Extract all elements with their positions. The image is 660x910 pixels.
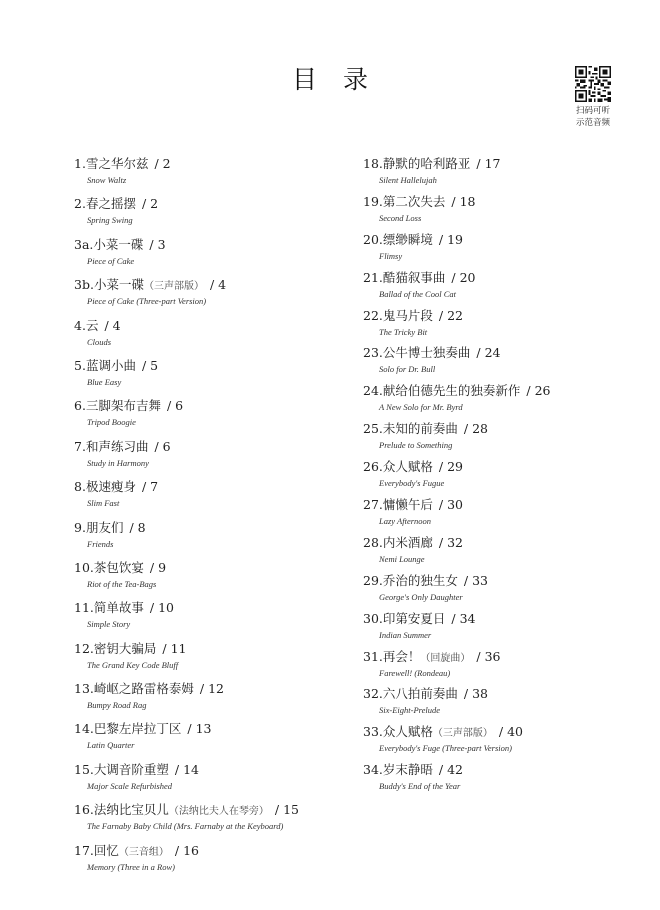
entry-title-line (363, 231, 551, 251)
entry-number: 20. (363, 231, 383, 247)
entry-title-line (74, 478, 299, 498)
entry-title-extra: （三音组） (118, 846, 169, 858)
entry-subtitle: Ballad of the Cool Cat (379, 288, 456, 299)
entry-page: / 11 (162, 640, 187, 656)
entry-page: / 4 (209, 277, 227, 293)
entry-page: / 5 (141, 357, 159, 373)
entry-page: / 17 (476, 156, 501, 171)
toc-entry[interactable] (74, 842, 299, 882)
entry-number: 29. (363, 572, 383, 588)
entry-title: 春之摇摆 (85, 196, 136, 212)
entry-subtitle: Indian Summer (379, 629, 432, 640)
entry-title: 回忆 (93, 842, 119, 858)
entry-title: 献给伯德先生的独奏新作 (382, 383, 521, 399)
entry-number: 21. (363, 269, 383, 285)
entry-page: / 13 (187, 721, 212, 737)
entry-title: 三脚架布吉舞 (85, 398, 161, 414)
entry-number: 6. (74, 398, 86, 414)
entry-title: 酷猫叙事曲 (382, 269, 446, 285)
entry-title: 公牛博士独奏曲 (382, 345, 471, 361)
toc-entry[interactable] (74, 478, 299, 518)
entry-subtitle: Piece of Cake (Three-part Version) (87, 296, 207, 307)
entry-number: 13. (74, 681, 94, 697)
qr-code-icon[interactable] (575, 66, 611, 102)
entry-title: 朋友们 (85, 519, 124, 535)
toc-entry[interactable] (74, 640, 299, 680)
entry-title-line (363, 610, 551, 630)
entry-title: 小菜一碟 (93, 236, 144, 252)
entry-page: / 33 (463, 572, 488, 588)
entry-title: 众人赋格 (382, 724, 433, 740)
entry-title: 简单故事 (93, 600, 144, 616)
entry-subtitle: Riot of the Tea-Bags (87, 578, 157, 589)
entry-title: 巴黎左岸拉丁区 (93, 721, 182, 737)
entry-number: 32. (363, 686, 383, 702)
toc-entry[interactable] (363, 307, 551, 345)
entry-title-line (363, 193, 551, 213)
entry-title: 六八拍前奏曲 (382, 686, 458, 702)
entry-title: 众人赋格 (382, 459, 433, 475)
entry-page: / 28 (463, 421, 488, 437)
entry-page: / 10 (149, 600, 174, 616)
entry-title-line (74, 842, 299, 862)
toc-entry[interactable] (74, 559, 299, 599)
entry-number: 12. (74, 640, 94, 656)
entry-title: 缥缈瞬境 (382, 231, 433, 247)
entry-number: 15. (74, 761, 94, 777)
entry-page: / 36 (476, 648, 501, 664)
entry-title: 密钥大骗局 (93, 640, 157, 656)
toc-entry[interactable] (363, 534, 551, 572)
entry-title-line (74, 195, 299, 215)
entry-number: 23. (363, 345, 383, 361)
entry-title-line (74, 761, 299, 781)
entry-subtitle: Study in Harmony (87, 457, 149, 468)
entry-subtitle: Six-Eight-Prelude (379, 705, 441, 716)
entry-title: 和声练习曲 (85, 438, 149, 454)
entry-page: / 18 (451, 193, 476, 209)
entry-title: 大调音阶重塑 (93, 761, 169, 777)
entry-page: / 24 (476, 345, 501, 361)
entry-page: / 22 (438, 307, 463, 323)
entry-title: 静默的哈利路亚 (382, 156, 471, 171)
entry-page: / 6 (154, 438, 171, 454)
entry-subtitle: Clouds (87, 336, 112, 347)
entry-page: / 14 (174, 761, 199, 777)
toc-entry[interactable] (363, 572, 551, 610)
entry-title: 印第安夏日 (382, 610, 446, 626)
toc-entry[interactable] (363, 648, 551, 686)
entry-subtitle: Major Scale Refurbished (87, 780, 172, 791)
entry-number: 11. (74, 600, 94, 616)
entry-number: 18. (363, 156, 383, 171)
entry-title-line (363, 155, 551, 175)
entry-title: 小菜一碟 (93, 277, 144, 293)
entry-title-line (74, 640, 299, 660)
entry-number: 25. (363, 421, 383, 437)
entry-title: 法纳比宝贝儿 (93, 802, 169, 818)
toc-entry[interactable] (74, 438, 299, 478)
entry-title: 慵懒午后 (382, 497, 433, 513)
entry-number: 3b. (74, 277, 94, 293)
entry-title-line (363, 269, 551, 289)
entry-title-line (74, 397, 299, 417)
entry-page: / 6 (166, 398, 184, 414)
entry-page: / 29 (438, 459, 463, 475)
entry-page: / 3 (149, 236, 166, 252)
entry-subtitle: George's Only Daughter (379, 591, 463, 602)
entry-title: 再会！ (382, 648, 421, 664)
entry-title-line (74, 801, 299, 821)
entry-subtitle: The Farnaby Baby Child (Mrs. Farnaby at the Keyboard) (87, 821, 284, 832)
entry-page: / 4 (104, 317, 121, 333)
entry-number: 19. (363, 193, 383, 209)
entry-subtitle: A New Solo for Mr. Byrd (379, 402, 463, 413)
toc-entry[interactable] (363, 761, 551, 799)
entry-number: 24. (363, 383, 383, 399)
entry-title-line (74, 559, 299, 579)
entry-number: 28. (363, 534, 383, 550)
entry-subtitle: Flimsy (379, 250, 403, 261)
toc-entry[interactable] (74, 236, 299, 276)
entry-title-line (74, 276, 299, 296)
entry-number: 31. (363, 648, 383, 664)
entry-title-line (363, 534, 551, 554)
entry-page: / 15 (274, 802, 299, 818)
entry-title: 岁末静晤 (382, 762, 433, 778)
entry-subtitle: Nemi Lounge (379, 553, 425, 564)
toc-entry[interactable] (74, 599, 299, 639)
entry-title-line (363, 420, 551, 440)
entry-number: 30. (363, 610, 383, 626)
entry-title-line (363, 761, 551, 781)
entry-subtitle: Bumpy Road Rag (87, 700, 147, 711)
toc-entry[interactable] (74, 801, 299, 841)
entry-page: / 38 (463, 686, 488, 702)
qr-code-block (568, 66, 618, 129)
entry-number: 16. (74, 802, 94, 818)
entry-title-extra: （三声部版） (143, 281, 204, 293)
toc-entry[interactable] (74, 397, 299, 437)
page-title: 目录 (291, 65, 394, 94)
entry-number: 1. (74, 156, 86, 171)
entry-title: 蓝调小曲 (85, 357, 136, 373)
entry-title: 未知的前奏曲 (382, 421, 458, 437)
entry-title-line (363, 648, 551, 668)
entry-number: 7. (74, 438, 86, 454)
qr-caption-line2: 示范音频 (575, 118, 610, 128)
entry-subtitle: Everybody's Fuge (Three-part Version) (379, 743, 512, 754)
entry-title-line (74, 357, 299, 377)
entry-page: / 9 (149, 559, 167, 575)
entry-title: 极速瘦身 (85, 479, 136, 495)
toc-entry[interactable] (74, 155, 299, 195)
entry-title-line (363, 685, 551, 705)
toc-entry[interactable] (363, 685, 551, 723)
entry-title-line (363, 572, 551, 592)
entry-title-line (74, 599, 299, 619)
entry-number: 4. (74, 317, 86, 333)
toc-entry[interactable] (363, 458, 551, 496)
entry-page: / 8 (129, 519, 146, 535)
entry-number: 33. (363, 724, 383, 740)
entry-number: 3a. (74, 236, 94, 252)
toc-entry[interactable] (363, 269, 551, 307)
toc-entry[interactable] (363, 344, 551, 382)
entry-title: 第二次失去 (382, 193, 446, 209)
entry-number: 5. (74, 357, 86, 373)
entry-subtitle: Farewell! (Rondeau) (379, 667, 451, 678)
entry-page: / 26 (526, 383, 551, 399)
entry-title-line (74, 317, 299, 337)
entry-page: / 2 (141, 196, 159, 212)
entry-title-line (363, 458, 551, 478)
entry-subtitle: Piece of Cake (87, 255, 135, 266)
entry-subtitle: Buddy's End of the Year (379, 781, 461, 792)
entry-number: 22. (363, 307, 383, 323)
entry-number: 17. (74, 842, 94, 858)
toc-entry[interactable] (363, 155, 551, 193)
entry-subtitle: Snow Waltz (87, 175, 127, 185)
entry-title: 雪之华尔兹 (85, 156, 149, 171)
toc-entry[interactable] (363, 496, 551, 534)
entry-title: 云 (85, 317, 99, 333)
entry-number: 26. (363, 459, 383, 475)
entry-subtitle: Simple Story (87, 619, 131, 630)
entry-page: / 12 (199, 681, 224, 697)
entry-page: / 20 (451, 269, 476, 285)
entry-page: / 16 (174, 842, 199, 858)
entry-subtitle: Prelude to Something (379, 440, 453, 451)
qr-caption-line1: 扫码可听 (575, 106, 610, 116)
toc-entry[interactable] (363, 193, 551, 231)
entry-title-line (363, 723, 551, 743)
entry-subtitle: Spring Swing (87, 215, 133, 226)
toc-entry[interactable] (74, 761, 299, 801)
toc-entry[interactable] (74, 519, 299, 559)
entry-title-extra: （三声部版） (432, 728, 493, 740)
entry-subtitle: Friends (87, 538, 114, 549)
entry-page: / 2 (154, 156, 171, 171)
entry-title: 崎岖之路雷格泰姆 (93, 681, 194, 697)
entry-title-line (363, 307, 551, 327)
entry-title: 茶包饮宴 (93, 559, 144, 575)
entry-page: / 7 (141, 479, 159, 495)
entry-page: / 19 (438, 231, 463, 247)
entry-title-extra: （回旋曲） (420, 652, 471, 664)
entry-title-line (74, 438, 299, 458)
toc-entry[interactable] (74, 357, 299, 397)
entry-title: 乔治的独生女 (382, 572, 458, 588)
entry-page: / 30 (438, 497, 463, 513)
entry-number: 8. (74, 479, 86, 495)
entry-number: 10. (74, 559, 94, 575)
entry-subtitle: Second Loss (379, 212, 422, 223)
entry-title-line (363, 382, 551, 402)
entry-subtitle: Solo for Dr. Bull (379, 364, 436, 375)
toc-entry[interactable] (74, 720, 299, 760)
entry-title-line (363, 344, 551, 364)
toc-right-column (363, 155, 551, 799)
entry-subtitle: The Tricky Bit (379, 326, 428, 337)
entry-number: 9. (74, 519, 86, 535)
entry-title-line (74, 680, 299, 700)
entry-subtitle: Everybody's Fugue (379, 478, 445, 489)
entry-page: / 34 (451, 610, 476, 626)
entry-title-extra: （法纳比夫人在琴旁） (168, 806, 269, 818)
qr-caption (568, 105, 618, 129)
entry-title-line (74, 720, 299, 740)
entry-subtitle: Memory (Three in a Row) (87, 861, 175, 872)
entry-page: / 32 (438, 534, 463, 550)
entry-subtitle: Slim Fast (87, 498, 120, 509)
entry-subtitle: Silent Hallelujah (379, 175, 437, 185)
entry-number: 14. (74, 721, 94, 737)
entry-number: 27. (363, 497, 383, 513)
entry-subtitle: Latin Quarter (87, 740, 135, 751)
entry-title: 内米酒廊 (382, 534, 433, 550)
entry-number: 2. (74, 196, 86, 212)
entry-subtitle: Tripod Boogie (87, 417, 136, 428)
toc-entry[interactable] (363, 723, 551, 761)
toc-left-column (74, 155, 299, 882)
toc-entry[interactable] (74, 276, 299, 316)
entry-title-line (74, 155, 299, 175)
toc-entry[interactable] (363, 231, 551, 269)
toc-entry[interactable] (363, 610, 551, 648)
entry-page: / 42 (438, 762, 463, 778)
toc-entry[interactable] (363, 420, 551, 458)
entry-title-line (74, 519, 299, 539)
toc-entry[interactable] (74, 317, 299, 357)
entry-number: 34. (363, 762, 383, 778)
entry-subtitle: The Grand Key Code Bluff (87, 659, 179, 670)
toc-entry[interactable] (363, 382, 551, 420)
entry-subtitle: Lazy Afternoon (379, 516, 432, 527)
toc-entry[interactable] (74, 195, 299, 235)
entry-title-line (74, 236, 299, 256)
toc-entry[interactable] (74, 680, 299, 720)
entry-subtitle: Blue Easy (87, 376, 122, 387)
entry-title: 鬼马片段 (382, 307, 433, 323)
entry-page: / 40 (498, 724, 523, 740)
entry-title-line (363, 496, 551, 516)
